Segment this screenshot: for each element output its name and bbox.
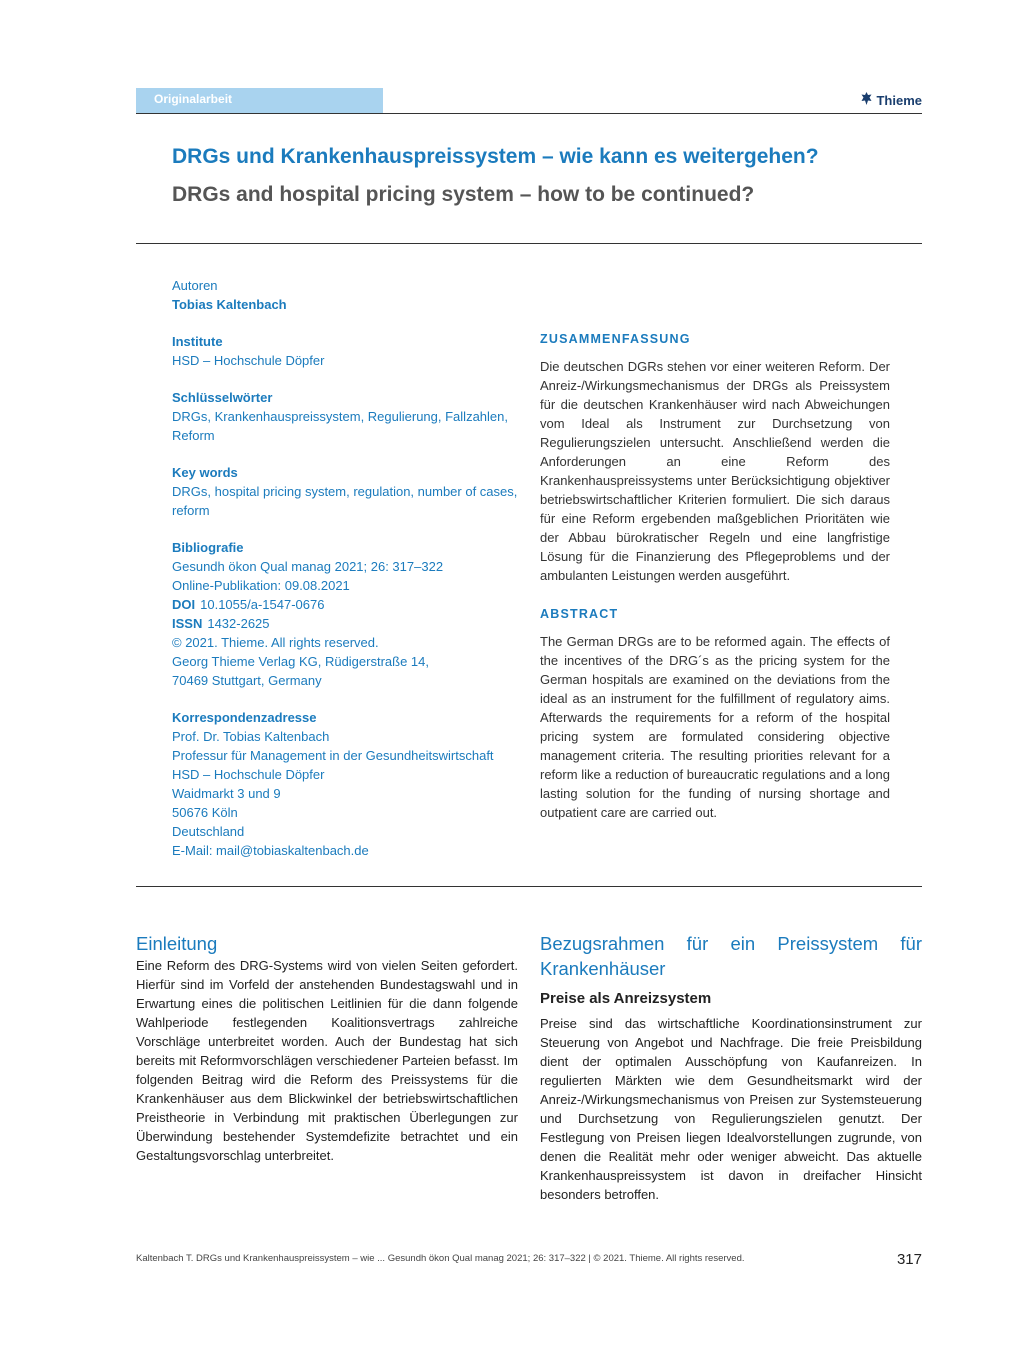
institutes-heading: Institute	[172, 334, 223, 349]
corr-line: Professur für Management in der Gesundheitswirtschaft	[172, 748, 494, 763]
keywords-de: DRGs, Krankenhauspreissystem, Regulierung, Fallzahlen, Reform	[172, 409, 508, 443]
institute-name: HSD – Hochschule Döpfer	[172, 353, 325, 368]
corr-email-link[interactable]: E-Mail: mail@tobiaskaltenbach.de	[172, 843, 369, 858]
online-publication: Online-Publikation: 09.08.2021	[172, 578, 350, 593]
publisher-logo	[861, 92, 922, 108]
abstract-en-text: The German DRGs are to be reformed again. The effects of the incentives of the DRG´s as the pricing system for the German hospitals are examined on the deviations from the ideal as an instrument for the fulfillment of regulatory aims. Afterwards the requirements for a reform of the hospital pricing system are formulated considering objective management criteria. The resulting priorities relevant for a reform like a reduction of bureaucratic regulations and a long lasting solution for the funding of nursing shortage and outpatient care are carried out.	[540, 634, 890, 820]
keywords-de-block	[172, 388, 522, 445]
keywords-en-block	[172, 463, 522, 520]
author-name: Tobias Kaltenbach	[172, 297, 287, 312]
header-rule	[136, 113, 922, 114]
issn-line	[172, 614, 522, 633]
footer-citation: Kaltenbach T. DRGs und Krankenhauspreissystem – wie ... Gesundh ökon Qual manag 2021; 26: 317–322 | © 2021. Thieme. All rights reserved.	[136, 1253, 745, 1264]
frame-section	[540, 931, 922, 1204]
doi-label: DOI	[172, 597, 196, 612]
frame-heading: Bezugsrahmen für ein Preissystem für Krankenhäuser	[540, 933, 922, 979]
correspondence-block	[172, 708, 522, 860]
section-label: Originalarbeit	[136, 88, 383, 113]
journal-citation: Gesundh ökon Qual manag 2021; 26: 317–322	[172, 559, 444, 574]
intro-section	[136, 931, 518, 1165]
title-german: DRGs und Krankenhauspreissystem – wie kann es weitergehen?	[172, 145, 819, 168]
keywords-de-heading: Schlüsselwörter	[172, 390, 273, 405]
meta-rule	[136, 886, 922, 887]
thieme-logo-icon	[861, 92, 872, 108]
corr-line: Prof. Dr. Tobias Kaltenbach	[172, 729, 330, 744]
authors-heading: Autoren	[172, 278, 218, 293]
keywords-en-heading: Key words	[172, 465, 238, 480]
publisher-address-1: Georg Thieme Verlag KG, Rüdigerstraße 14,	[172, 654, 429, 669]
intro-text: Eine Reform des DRG-Systems wird von vielen Seiten gefordert. Hierfür sind im Vorfeld der anstehenden Bundestagswahl und in Erwartung eines die politischen Leitlinien für die dann folgende Wahlperiode festlegenden Koalitionsvertrags zahlreiche Vorschläge unterbreitet worden. Auch der Bundestag hat sich bereits mit Reformvorschlägen verschiedener Parteien befasst. Im folgenden Beitrag wird die Reform des Preissystems für die Krankenhäuser aus dem Blickwinkel der betriebswirtschaftlichen Preistheorie in Verbindung mit praktischen Überlegungen zur Überwindung bestehender Systemdefizite betrachtet und ein Gestaltungsvorschlag unterbreitet.	[136, 958, 518, 1163]
title-english: DRGs and hospital pricing system – how to be continued?	[172, 183, 755, 206]
doi-line	[172, 595, 522, 614]
institutes-block	[172, 332, 522, 370]
issn-label: ISSN	[172, 616, 203, 631]
title-rule	[136, 243, 922, 244]
correspondence-heading: Korrespondenzadresse	[172, 710, 317, 725]
doi-link[interactable]: 10.1055/a-1547-0676	[200, 597, 325, 612]
corr-line: HSD – Hochschule Döpfer	[172, 767, 325, 782]
incentive-heading: Preise als Anreizsystem	[540, 990, 712, 1007]
authors-block	[172, 276, 522, 314]
abstract-de-text: Die deutschen DGRs stehen vor einer weiteren Reform. Der Anreiz-/Wirkungsmechanismus der DRGs als Preissystem für die deutschen Krankenhäuser wird nach Abweichungen vom Ideal als Instrument zur Durchsetzung von Regulierungszielen untersucht. Anschließend werden die Anforderungen an eine Reform des Krankenhauspreissystems unter Berücksichtigung objektiver betriebswirtschaftlicher Kriterien formuliert. Die sich daraus für eine Reform ergebenden maßgeblichen Prioritäten wie der Abbau bürokratischer Regeln und eine langfristige Lösung für die Finanzierung des Pflegeproblems und der ambulanten Leistungen werden ausgeführt.	[540, 359, 890, 583]
abstracts	[540, 330, 890, 842]
abstract-en-heading: ABSTRACT	[540, 607, 619, 621]
article-metadata	[172, 276, 522, 878]
copyright-line: © 2021. Thieme. All rights reserved.	[172, 635, 379, 650]
intro-heading: Einleitung	[136, 933, 218, 954]
keywords-en: DRGs, hospital pricing system, regulation, number of cases, reform	[172, 484, 518, 518]
bibliography-heading: Bibliografie	[172, 540, 244, 555]
corr-line: 50676 Köln	[172, 805, 238, 820]
bibliography-block	[172, 538, 522, 690]
corr-line: Waidmarkt 3 und 9	[172, 786, 281, 801]
publisher-name: Thieme	[876, 92, 922, 108]
publisher-address-2: 70469 Stuttgart, Germany	[172, 673, 322, 688]
issn-value: 1432-2625	[207, 616, 270, 631]
incentive-text: Preise sind das wirtschaftliche Koordinationsinstrument zur Steuerung von Angebot und Nachfrage. Die freie Preisbildung dient der optimalen Ausschöpfung von Kaufanreizen. In regulierten Märkten wie dem Gesundheitsmarkt wird der Anreiz-/Wirkungsmechanismus von Preisen zur Systemsteuerung und Durchsetzung von Regulierungszielen genutzt. Der Festlegung von Preisen liegen Idealvorstellungen zugrunde, von denen die Realität mehr oder weniger abweicht. Das aktuelle Krankenhauspreissystem ist davon in dreifacher Hinsicht besonders betroffen.	[540, 1016, 922, 1202]
abstract-de-heading: ZUSAMMENFASSUNG	[540, 332, 691, 346]
corr-line: Deutschland	[172, 824, 245, 839]
page-number: 317	[896, 1251, 922, 1268]
